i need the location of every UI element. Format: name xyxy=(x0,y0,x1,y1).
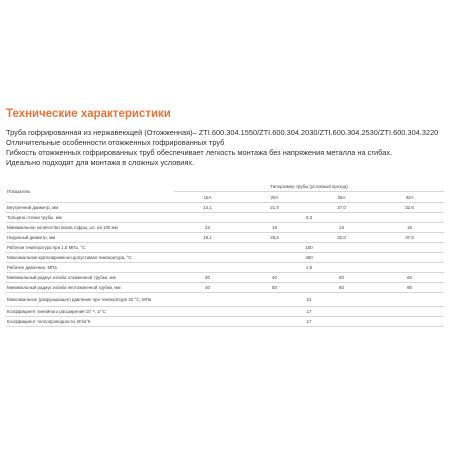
size-header: 20А xyxy=(241,192,308,203)
table-row xyxy=(6,273,444,283)
row-value-merged: 21 xyxy=(174,293,444,307)
size-group-label: Типоразмер трубы (условный проход) xyxy=(174,181,444,192)
row-value: 16 xyxy=(375,223,444,233)
row-value: 25,6 xyxy=(241,233,308,243)
intro-text xyxy=(6,128,446,168)
row-value: 50 xyxy=(241,283,308,293)
row-label: Максимальная кратковременно допустимая температура, °С xyxy=(6,253,174,263)
table-row xyxy=(6,223,444,233)
table-row xyxy=(6,317,444,327)
row-label: Максимальное (разрушающее) давление при температуре 20 °С, МПа xyxy=(6,293,174,307)
row-value: 30 xyxy=(174,273,241,283)
table-row xyxy=(6,203,444,213)
table-row xyxy=(6,213,444,223)
table-row xyxy=(6,263,444,273)
row-value: 60 xyxy=(375,273,444,283)
table-row xyxy=(6,243,444,253)
table-header-row xyxy=(6,181,444,192)
row-value: 27,0 xyxy=(308,203,375,213)
row-label: Минимальный радиус изгиба отожженной трубки, мм xyxy=(6,273,174,283)
row-value: 37,6 xyxy=(375,233,444,243)
size-header: 32А xyxy=(375,192,444,203)
row-value: 14,1 xyxy=(174,203,241,213)
row-value-merged: 1,5 xyxy=(174,263,444,273)
row-label: Внутренний диаметр, мм xyxy=(6,203,174,213)
intro-line: Идеально подходят для монтажа в сложных условиях. xyxy=(6,158,195,167)
size-header: 25А xyxy=(308,192,375,203)
row-value-merged: 150 xyxy=(174,243,444,253)
row-value-merged: 17 xyxy=(174,317,444,327)
row-value: 21,0 xyxy=(241,203,308,213)
page-title: Технические характеристики xyxy=(6,108,171,120)
row-label: Наружный диаметр, мм xyxy=(6,233,174,243)
row-value: 60 xyxy=(308,283,375,293)
row-label: Минимальное количество пиков гофры, шт. на 100 мм xyxy=(6,223,174,233)
intro-line: Гибкость отожженных гофрированных труб обеспечивает легкость монтажа без напряжения металла на сгибах. xyxy=(6,148,393,157)
row-label: Рабочее давление, МПа xyxy=(6,263,174,273)
row-value: 23 xyxy=(174,223,241,233)
size-header: 15А xyxy=(174,192,241,203)
table-row xyxy=(6,293,444,307)
row-value: 40 xyxy=(241,273,308,283)
row-value: 32,6 xyxy=(375,203,444,213)
row-value-merged: 17 xyxy=(174,307,444,317)
table-row xyxy=(6,307,444,317)
row-value: 50 xyxy=(308,273,375,283)
row-value: 18,1 xyxy=(174,233,241,243)
row-label: Коэффициент теплопроводности, Вт/м°К xyxy=(6,317,174,327)
spec-table-body xyxy=(6,181,444,327)
header-label: Показатель xyxy=(6,181,174,203)
intro-line: Труба гофрированная из нержавеющей (Отожженная)– ZTI.600.304.1550/ZTI.600.304.2030/ZTI.600.304.2530/ZTI.600.304.3220 xyxy=(6,128,439,137)
row-label: Коэффициент линейного расширения 10⁻⁶, 1/°С xyxy=(6,307,174,317)
row-value: 40 xyxy=(174,283,241,293)
spec-table xyxy=(6,181,444,327)
row-value: 32,0 xyxy=(308,233,375,243)
row-value-merged: 460 xyxy=(174,253,444,263)
table-row xyxy=(6,233,444,243)
row-value: 90 xyxy=(375,283,444,293)
row-label: Минимальный радиус изгиба неотожженной трубки, мм xyxy=(6,283,174,293)
table-row xyxy=(6,253,444,263)
row-label: Толщина стенки трубы, мм xyxy=(6,213,174,223)
intro-line: Отличительные особенности отожженных гофрированных труб xyxy=(6,138,225,147)
table-row xyxy=(6,283,444,293)
row-value-merged: 0,3 xyxy=(174,213,444,223)
row-label: Рабочая температура при 1,5 МПа, °С xyxy=(6,243,174,253)
row-value: 19 xyxy=(241,223,308,233)
row-value: 18 xyxy=(308,223,375,233)
